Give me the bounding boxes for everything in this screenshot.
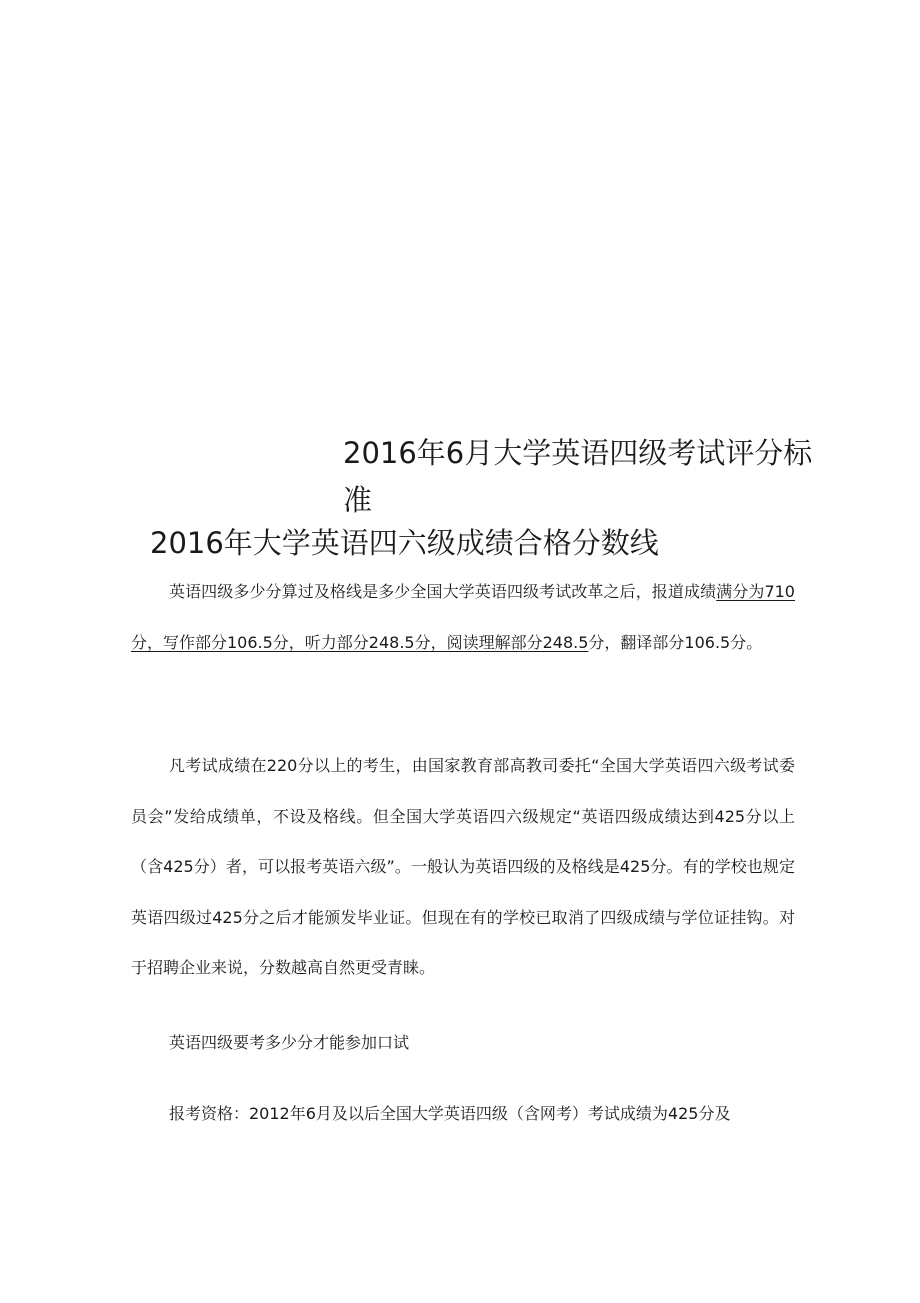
paragraph-score-distribution (131, 567, 795, 668)
underlined-score-text: 满分为710分，写作部分106.5分，听力部分248.5分，阅读理解部分248.5 (131, 582, 795, 652)
paragraph-text: 分，翻译部分106.5分。 (588, 632, 763, 652)
document-title: 2016年6月大学英语四级考试评分标准 (343, 436, 813, 517)
paragraph-oral-exam-heading: 英语四级要考多少分才能参加口试 (169, 1033, 410, 1052)
paragraph-eligibility: 报考资格：2012年6月及以后全国大学英语四级（含网考）考试成绩为425分及 (169, 1104, 731, 1123)
paragraph-text: 英语四级多少分算过及格线是多少全国大学英语四级考试改革之后，报道成绩 (169, 582, 717, 601)
document-subtitle: 2016年大学英语四六级成绩合格分数线 (150, 526, 659, 560)
paragraph-passing-line: 凡考试成绩在220分以上的考生，由国家教育部高教司委托“全国大学英语四六级考试委员会”发给成绩单，不设及格线。但全国大学英语四六级规定“英语四级成绩达到425分以上（含425分）者，可以报考英语六级”。一般认为英语四级的及格线是425分。有的学校也规定英语四级过425分之后才能颁发毕业证。但现在有的学校已取消了四级成绩与学位证挂钩。对于招聘企业来说，分数越高自然更受青睐。 (131, 756, 795, 977)
